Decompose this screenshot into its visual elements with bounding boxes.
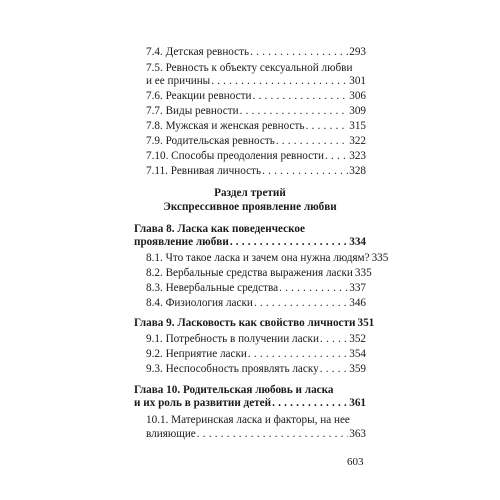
leader-dots: [320, 332, 348, 346]
toc-entry-7-6: [146, 89, 366, 103]
chapter-page: 351: [357, 317, 375, 329]
toc-entry-title: 8.1. Что такое ласка и зачем она нужна людям?: [146, 252, 370, 264]
toc-entry-10-1-line1: 10.1. Материнская ласка и факторы, на нее: [146, 414, 350, 426]
chapter-page: 334: [349, 236, 366, 248]
leader-dots: [252, 89, 348, 103]
toc-entry-title: 7.8. Мужская и женская ревность: [146, 120, 305, 132]
leader-dots: [211, 74, 348, 88]
toc-entry-title: 8.2. Вербальные средства выражения ласки: [146, 267, 353, 279]
toc-entry-title: влияющие: [146, 428, 196, 440]
chapter-title: Глава 9. Ласковость как свойство личности: [134, 317, 356, 329]
leader-dots: [276, 134, 348, 148]
leader-dots: [262, 164, 348, 178]
toc-entry-page: 306: [349, 90, 366, 102]
toc-entry-page: 309: [349, 105, 366, 117]
toc-chapter-9: [134, 316, 375, 330]
toc-entry-7-5-line1: 7.5. Ревность к объекту сексуальной любви: [146, 62, 353, 74]
toc-entry-10-1: [146, 427, 366, 441]
toc-entry-page: 346: [349, 297, 366, 309]
chapter-8-title-line1: Глава 8. Ласка как поведенческое: [134, 223, 305, 235]
toc-entry-page: 315: [349, 120, 366, 132]
leader-dots: [250, 45, 348, 59]
toc-entry-title: 7.10. Способы преодоления ревности: [146, 150, 325, 162]
leader-dots: [272, 396, 348, 410]
toc-entry-title: 7.4. Детская ревность: [146, 46, 250, 58]
toc-entry-8-1: [146, 251, 389, 265]
leader-dots: [248, 347, 348, 361]
toc-entry-title: и ее причины: [146, 75, 211, 87]
toc-entry-page: 335: [371, 252, 389, 264]
toc-entry-title: 7.11. Ревнивая личность: [146, 165, 262, 177]
toc-entry-7-4: [146, 45, 366, 59]
toc-entry-page: 354: [349, 348, 366, 360]
toc-entry-page: 323: [349, 150, 366, 162]
leader-dots: [240, 104, 349, 118]
leader-dots: [279, 281, 348, 295]
chapter-10-title-line1: Глава 10. Родительская любовь и ласка: [134, 384, 334, 396]
leader-dots: [197, 427, 348, 441]
toc-entry-page: 335: [354, 267, 372, 279]
toc-entry-7-11: [146, 164, 366, 178]
leader-dots: [305, 119, 348, 133]
leader-dots: [320, 362, 348, 376]
leader-dots: [325, 149, 348, 163]
section-title: Экспрессивное проявление любви: [163, 201, 337, 213]
toc-entry-7-10: [146, 149, 366, 163]
chapter-page: 361: [349, 397, 366, 409]
toc-entry-title: 9.1. Потребность в получении ласки: [146, 333, 319, 345]
chapter-title: и их роль в развитии детей: [134, 397, 272, 409]
toc-entry-8-2: [146, 266, 372, 280]
toc-entry-8-4: [146, 296, 366, 310]
toc-chapter-10: [134, 396, 366, 410]
toc-entry-title: 7.6. Реакции ревности: [146, 90, 252, 102]
toc-entry-page: 337: [349, 282, 366, 294]
toc-entry-page: 322: [349, 135, 366, 147]
toc-entry-7-9: [146, 134, 366, 148]
toc-entry-7-8: [146, 119, 366, 133]
toc-entry-page: 352: [349, 333, 366, 345]
toc-entry-9-2: [146, 347, 366, 361]
toc-entry-page: 328: [349, 165, 366, 177]
toc-entry-page: 359: [349, 363, 366, 375]
page-number: 603: [347, 456, 364, 468]
toc-entry-7-7: [146, 104, 366, 118]
toc-entry-8-3: [146, 281, 366, 295]
toc-chapter-8: [134, 235, 366, 249]
leader-dots: [254, 296, 348, 310]
toc-entry-title: 9.2. Неприятие ласки: [146, 348, 247, 360]
leader-dots: [230, 235, 348, 249]
toc-entry-9-3: [146, 362, 366, 376]
toc-entry-7-5: [146, 74, 366, 88]
toc-entry-title: 8.3. Невербальные средства: [146, 282, 279, 294]
toc-entry-page: 301: [349, 75, 366, 87]
toc-entry-title: 7.9. Родительская ревность: [146, 135, 275, 147]
toc-entry-page: 293: [349, 46, 366, 58]
toc-entry-title: 8.4. Физиология ласки: [146, 297, 253, 309]
toc-entry-9-1: [146, 332, 366, 346]
toc-entry-title: 9.3. Неспособность проявлять ласку: [146, 363, 319, 375]
toc-entry-title: 7.7. Виды ревности: [146, 105, 239, 117]
section-label: Раздел третий: [214, 187, 286, 199]
chapter-title: проявление любви: [134, 236, 229, 248]
toc-entry-page: 363: [349, 428, 366, 440]
